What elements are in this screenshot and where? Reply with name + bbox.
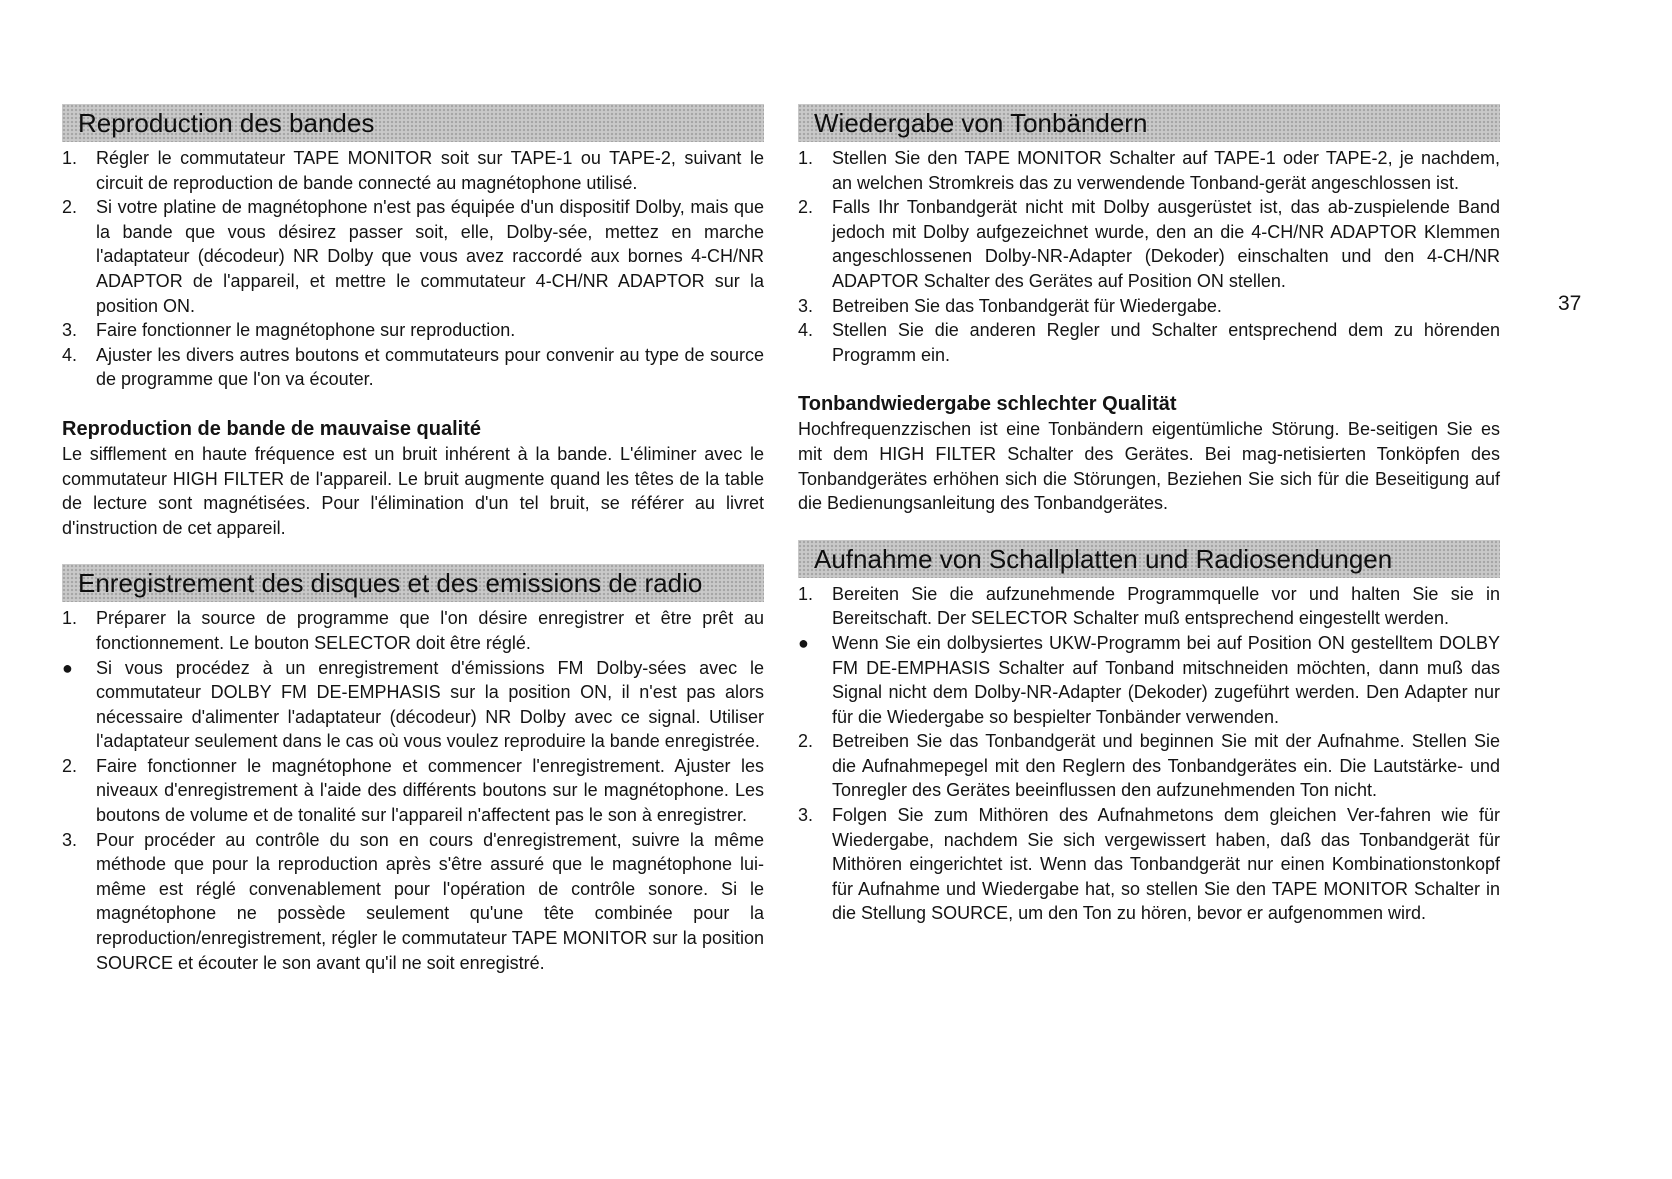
item-text: Régler le commutateur TAPE MONITOR soit sur TAPE-1 ou TAPE-2, suivant le circuit de reproduction de bande connecté au magnétophone utilisé. xyxy=(96,148,764,193)
item-number: 2. xyxy=(798,731,814,752)
wiedergabe-steps-list xyxy=(798,146,1500,367)
list-item xyxy=(62,195,764,318)
item-text: Betreiben Sie das Tonbandgerät und beginnen Sie mit der Aufnahme. Stellen Sie die Aufnahmepegel mit den Reglern des Tonbandgerätes ein. Die Lautstärke- und Tonregler des Gerätes beeinflussen den aufzunehmenden Ton nicht. xyxy=(832,731,1500,801)
list-item xyxy=(798,582,1500,631)
item-number: 1. xyxy=(798,148,814,168)
list-item xyxy=(62,318,764,343)
item-number: 1. xyxy=(62,148,78,168)
item-text: Stellen Sie die anderen Regler und Schalter entsprechend dem zu hörenden Programm ein. xyxy=(832,320,1500,365)
item-number: 3. xyxy=(798,295,814,316)
item-text: Si vous procédez à un enregistrement d'émissions FM Dolby-sées avec le commutateur DOLBY FM DE-EMPHASIS sur la position ON, il n'est pas alors nécessaire d'alimenter l'adaptateur (décodeur) NR Dolby avec ce signal. Utiliser l'adaptateur seulement dans le cas où vous voulez reproduire la bande enregistrée. xyxy=(96,657,764,752)
section-heading-recording: Enregistrement des disques et des emissions de radio xyxy=(62,564,764,602)
item-text: Stellen Sie den TAPE MONITOR Schalter auf TAPE-1 oder TAPE-2, je nachdem, an welchen Stromkreis das zu verwendende Tonband-gerät angeschlossen ist. xyxy=(832,148,1500,193)
recording-steps-list xyxy=(62,606,764,975)
item-text: Faire fonctionner le magnétophone et commencer l'enregistrement. Ajuster les niveaux d'enregistrement à l'aide des différents boutons sur le magnétophone. Les boutons de volume et de tonalité sur l'appareil n'affectent pas le son à enregistrer. xyxy=(96,755,764,826)
subsection-heading-schlechter-qualitaet: Tonbandwiedergabe schlechter Qualität xyxy=(798,393,1177,416)
section-heading-wiedergabe: Wiedergabe von Tonbändern xyxy=(798,104,1500,142)
item-text: Pour procéder au contrôle du son en cours d'enregistrement, suivre la même méthode que pour la reproduction après s'être assuré que le magnétophone lui-même est réglé convenablement pour l'opération de contrôle sonore. Si le magnétophone ne possède seulement qu'une tête combinée pour la reproduction/enregistrement, régler le commutateur TAPE MONITOR sur la position SOURCE et écouter le son avant qu'il ne soit enregistré. xyxy=(96,829,764,973)
list-item xyxy=(798,729,1500,803)
list-item xyxy=(62,146,764,195)
page-number: 37 xyxy=(1558,292,1582,315)
list-item xyxy=(798,318,1500,367)
section-heading-reproduction: Reproduction des bandes xyxy=(62,104,764,142)
item-text: Si votre platine de magnétophone n'est pas équipée d'un dispositif Dolby, mais que la bande que vous désirez passer soit, elle, Dolby-sée, mettez en marche l'adaptateur (décodeur) NR Dolby que vous avez raccordé aux bornes 4-CH/NR ADAPTOR de l'appareil, et mettre le commutateur 4-CH/NR ADAPTOR sur la position ON. xyxy=(96,197,764,316)
item-number: 1. xyxy=(798,583,814,604)
item-number: 2. xyxy=(62,755,78,776)
aufnahme-steps-list xyxy=(798,582,1500,926)
bullet-icon: ● xyxy=(62,657,73,678)
item-text: Préparer la source de programme que l'on désire enregistrer et être prêt au fonctionnement. Le bouton SELECTOR doit être réglé. xyxy=(96,608,764,653)
list-item xyxy=(798,294,1500,319)
subsection-paragraph: Le sifflement en haute fréquence est un bruit inhérent à la bande. L'éliminer avec le commutateur HIGH FILTER de l'appareil. Le bruit augmente quand les têtes de la table de lecture sont magnétisées. Pour l'élimination d'un tel bruit, se référer au livret d'instruction de cet appareil. xyxy=(62,443,764,538)
item-number: 3. xyxy=(62,320,78,341)
item-number: 2. xyxy=(62,197,78,218)
bullet-icon: ● xyxy=(798,632,809,653)
list-item xyxy=(62,343,764,392)
item-number: 4. xyxy=(798,320,814,341)
list-item xyxy=(798,195,1500,293)
item-number: 1. xyxy=(62,608,78,629)
item-number: 3. xyxy=(62,829,78,850)
list-item xyxy=(798,631,1500,729)
item-text: Falls Ihr Tonbandgerät nicht mit Dolby ausgerüstet ist, das ab-zuspielende Band jedoch mit Dolby aufgezeichnet wurde, den an die 4-CH/NR ADAPTOR Klemmen angeschlossenen Dolby-NR-Adapter (Dekoder) einschalten und den 4-CH/NR ADAPTOR Schalter des Gerätes auf Position ON stellen. xyxy=(832,197,1500,291)
item-text: Betreiben Sie das Tonbandgerät für Wiedergabe. xyxy=(832,295,1222,316)
list-item xyxy=(798,146,1500,195)
item-text: Ajuster les divers autres boutons et commutateurs pour convenir au type de source de programme que l'on va écouter. xyxy=(96,344,764,390)
item-text: Bereiten Sie die aufzunehmende Programmquelle vor und halten Sie sie in Bereitschaft. Der SELECTOR Schalter muß entsprechend eingestellt werden. xyxy=(832,583,1500,629)
section-heading-aufnahme: Aufnahme von Schallplatten und Radiosendungen xyxy=(798,540,1500,578)
item-number: 3. xyxy=(798,805,814,826)
list-item xyxy=(62,656,764,754)
list-item xyxy=(62,754,764,828)
list-item xyxy=(62,828,764,976)
item-text: Folgen Sie zum Mithören des Aufnahmetons dem gleichen Ver-fahren wie für Wiedergabe, nachdem Sie sich vergewissert haben, daß das Tonbandgerät für Mithören eingerichtet ist. Wenn das Tonbandgerät nur einen Kombinationstonkopf für Aufnahme und Wiedergabe hat, so stellen Sie den TAPE MONITOR Schalter in die Stellung SOURCE, um den Ton zu hören, bevor er aufgenommen wird. xyxy=(832,805,1500,924)
subsection-paragraph: Hochfrequenzzischen ist eine Tonbändern eigentümliche Störung. Be-seitigen Sie es mit dem HIGH FILTER Schalter des Gerätes. Bei mag-netisierten Tonköpfen des Tonbandgerätes erhöhen sich die Störungen, Beziehen Sie sich für die Beseitigung auf die Bedienungsanleitung des Tonbandgerätes. xyxy=(798,419,1500,514)
item-text: Wenn Sie ein dolbysiertes UKW-Programm bei auf Position ON gestelltem DOLBY FM DE-EMPHASIS Schalter auf Tonband mitschneiden möchten, dann muß das Signal nicht dem Dolby-NR-Adapter (Dekoder) zugeführt werden. Den Adapter nur für die Wiedergabe so bespielter Tonbänder verwenden. xyxy=(832,632,1500,727)
item-number: 2. xyxy=(798,197,814,218)
list-item xyxy=(798,803,1500,926)
german-column xyxy=(798,104,1500,926)
subsection-heading-poor-quality: Reproduction de bande de mauvaise qualité xyxy=(62,417,481,440)
list-item xyxy=(62,606,764,655)
reproduction-steps-list xyxy=(62,146,764,392)
item-text: Faire fonctionner le magnétophone sur reproduction. xyxy=(96,320,516,341)
french-column xyxy=(62,104,764,975)
item-number: 4. xyxy=(62,344,78,365)
